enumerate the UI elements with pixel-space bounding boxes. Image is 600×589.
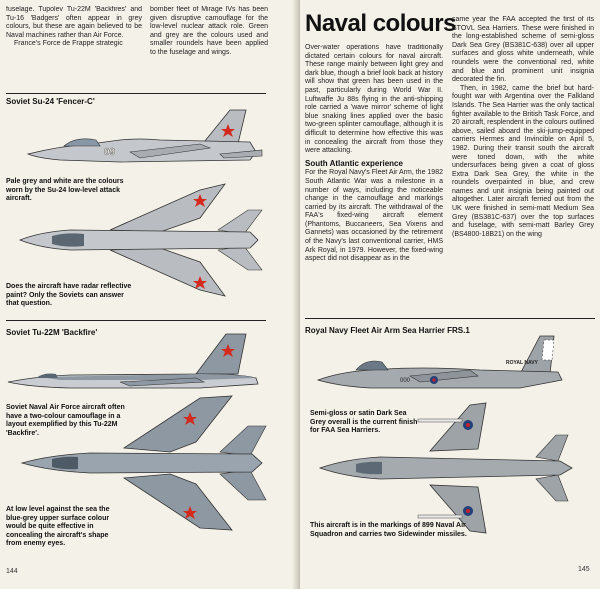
page-number-left: 144: [6, 568, 18, 575]
section1-title: Soviet Su-24 'Fencer-C': [6, 97, 95, 106]
tu22m-fin: [196, 334, 246, 374]
right-col1-para2: For the Royal Navy's Fleet Air Arm, the 1982 South Atlantic War was a milestone in a number of ways, including the noticeable change in the camouflage and markings carried by its aircraft. The withdrawal of the FAA's fixed-wing aircraft element (Phantoms, Buccaneers, Sea Vixens and Gannets) was occasioned by the retirement of the Navy's last conventional carrier, HMS Ark Royal, in 1979. However, the fixed-wing aspect did not disappear as in the: [305, 169, 443, 263]
harrier-top-canopy: [356, 462, 382, 475]
section1-rule: [6, 93, 266, 94]
section2-rule: [6, 320, 266, 321]
caption-su24-top: Does the aircraft have radar reflective paint? Only the Soviets can answer that question.: [6, 283, 132, 308]
su24-side-illustration: [0, 100, 270, 175]
harrier-top-tail-upper: [536, 435, 568, 461]
caption-su24-side: Pale grey and white are the colours worn by the Su-24 low-level attack aircraft.: [6, 178, 124, 203]
harrier-section-rule: [305, 318, 595, 319]
sidewinder-missile-upper: [418, 419, 462, 422]
intro-text-col2: [150, 6, 268, 82]
tu22m-top-wing-lower: [124, 474, 232, 530]
harrier-canopy: [356, 361, 388, 370]
harrier-top-roundel-lower-red: [466, 509, 470, 513]
su24-canopy: [64, 139, 100, 146]
su24-top-canopy: [52, 233, 84, 246]
right-text-col2: [452, 16, 594, 334]
harrier-top-roundel-upper-red: [466, 423, 470, 427]
tu22m-top-tail-upper: [220, 426, 266, 456]
right-col1-para1: Over-water operations have traditionally dictated certain colours for naval aircraft. These range mainly between light grey and dark blue, though a brief look back at history will show that green has been used in the past, particularly during World War II. Luftwaffe Ju 88s flying in the anti-shipping role carried a 'wave mirror' scheme of light blue snaking lines applied over the basic two-green splinter camouflage, although it is difficult to determine how effective this was in concealing the aircraft from those they were attacking.: [305, 44, 443, 155]
su24-top-tail-lower: [218, 246, 262, 270]
harrier-side-roundel-red: [432, 378, 435, 381]
su24-side-code: 09: [104, 147, 116, 158]
caption-tu22m-top: At low level against the sea the blue-grey upper surface colour would be quite effective in concealing the aircraft's shape from enemy eyes.: [6, 506, 110, 548]
intro-col2-para: bomber fleet of Mirage IVs has been given disruptive camouflage for the low-level nuclear attack role. Green and grey are the colours used and smaller roundels have been applied to the fuselage and wings.: [150, 6, 268, 56]
sidewinder-missile-lower: [418, 515, 462, 518]
right-col2-para2: Then, in 1982, came the brief but hard-fought war with Argentina over the Falkland Islands. The Sea Harrier was the only tactical fighter available to the British Task Force, and 20 aircraft, resplendent in the colours outlined above, sailed aboard the ski-jump-equipped carriers Hermes and Invincible on April 5, 1982. During their transit south the aircraft were toned down, with the white undersurfaces being given a coat of gloss Extra Dark Sea Grey, the white in the roundels overpainted in blue, and crew names and unit insignia being painted out altogether. Later aircraft ferried out from the UK were finished in semi-matt Medium Sea Grey (BS381C-637) over the top surfaces and fuselage, with semi-matt Barley Grey (BS4800-18B21) on the wing: [452, 84, 594, 238]
intro-col1-para1: fuselage. Tupolev Tu-22M 'Backfires' and Tu-16 'Badgers' often appear in grey colours, but these are again believed to be Naval machines rather than Air Force.: [6, 6, 142, 39]
su24-top-wing-upper: [110, 184, 225, 232]
tu22m-top-canopy: [52, 457, 78, 470]
subheading-south-atlantic: South Atlantic experience: [305, 158, 403, 168]
left-page: [0, 0, 298, 589]
caption-tu22m-side: Soviet Naval Air Force aircraft often have a two-colour camouflage in a layout exemplified by this Tu-22M 'Backfire'.: [6, 404, 125, 437]
harrier-fin-text: ROYAL NAVY: [506, 360, 538, 366]
page-title: Naval colours: [305, 10, 456, 37]
caption-harrier-top: This aircraft is in the markings of 899 Naval Air Squadron and carries two Sidewinder missiles.: [310, 522, 467, 538]
harrier-section-title: Royal Navy Fleet Air Arm Sea Harrier FRS.1: [305, 326, 470, 335]
right-col2-para1: same year the FAA accepted the first of its STOVL Sea Harriers. These were finished in the long-established scheme of semi-gloss Dark Sea Grey (BS381C-638) over all upper surfaces and gloss white underneath, while roundels were the conventional red, white and blue and prominent unit insignia decorated the fin.: [452, 16, 594, 84]
intro-text-col1: [6, 6, 142, 82]
su24-top-tail-upper: [218, 210, 262, 234]
harrier-top-wing-upper: [430, 403, 486, 451]
right-text-col1: [305, 44, 443, 334]
caption-harrier-side: Semi-gloss or satin Dark Sea Grey overall is the current finish for FAA Sea Harriers.: [310, 410, 418, 435]
section2-title: Soviet Tu-22M 'Backfire': [6, 328, 98, 337]
harrier-fin-checks: [542, 340, 554, 360]
page-number-right: 145: [578, 566, 590, 573]
intro-col1-para2: France's Force de Frappe strategic: [14, 40, 123, 48]
tu22m-canopy: [36, 374, 58, 379]
harrier-nose-code: 000: [400, 378, 411, 384]
sea-harrier-side-illustration: [310, 330, 590, 400]
tu22m-top-tail-lower: [220, 470, 266, 500]
harrier-top-tail-lower: [536, 475, 568, 501]
tu22m-top-wing-upper: [124, 396, 232, 452]
